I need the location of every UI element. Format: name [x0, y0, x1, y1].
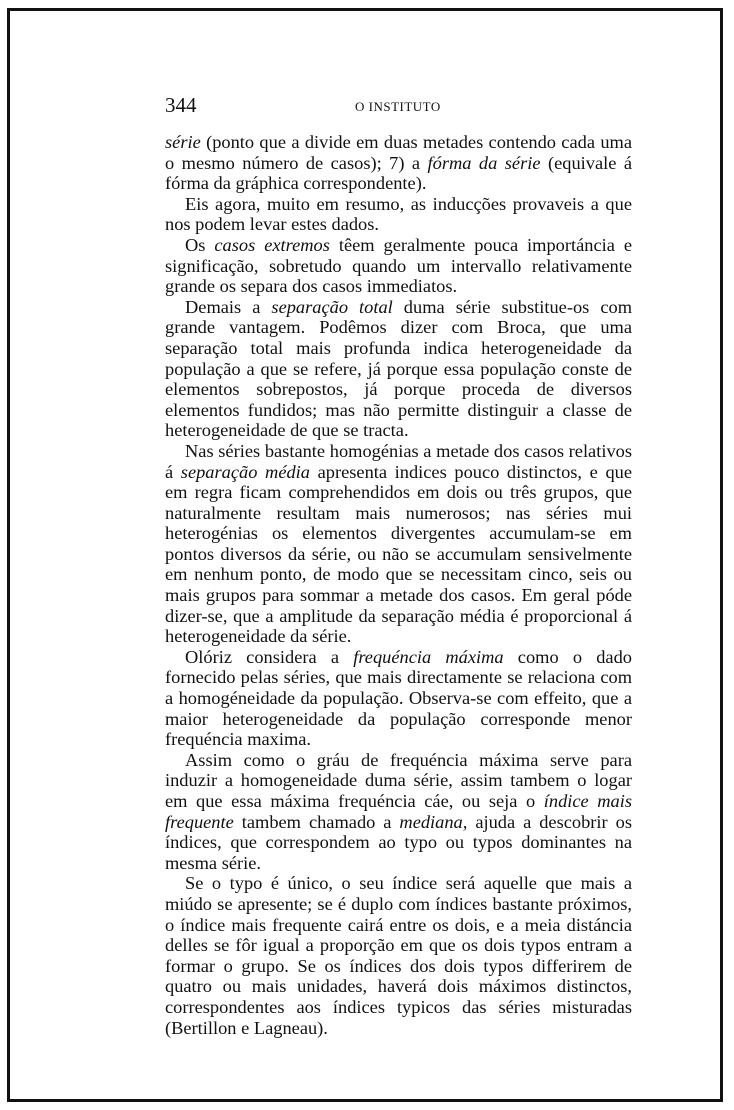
text-run: Olóriz considera a: [185, 646, 354, 667]
paragraph: [165, 441, 632, 647]
page-header: [165, 93, 634, 119]
text-run: (equivale á fórma da gráphica correspondente).: [165, 152, 633, 194]
paragraph: [165, 194, 632, 235]
italic-term: índice mais frequente: [165, 791, 632, 832]
paragraph: [165, 647, 632, 750]
text-run: como o dado fornecido pelas séries, que mais directamente se relaciona com a homogéneidade da população. Observa-se com effeito, que a maior heterogeneidade da população corresponde menor frequéncia maxima.: [165, 646, 632, 750]
body-text: [165, 132, 632, 1038]
text-run: duma série substitue-os com grande vantagem. Podêmos dizer com Broca, que uma separação total mais profunda indica heterogeneidade da população a que se refere, já porque essa população conste de elementos sobrepostos, já porque proceda de diversos elementos fundidos; mas não permitte distinguir a classe de heterogeneidade de que se tracta.: [165, 296, 632, 441]
text-run: Eis agora, muito em resumo, as inducções provaveis a que nos podem levar estes dados.: [165, 193, 632, 235]
text-run: Assim como o gráu de frequéncia máxima serve para induzir a homogeneidade duma série, assim tambem o logar em que essa máxima frequéncia cáe, ou seja o: [165, 749, 632, 811]
paragraph: [165, 235, 632, 297]
paragraph: [165, 873, 632, 1038]
italic-term: série: [165, 132, 201, 152]
text-run: Demais a: [185, 296, 272, 317]
text-run: ajuda a descobrir os índices, que correspondem ao typo ou typos dominantes na mesma série.: [165, 811, 632, 873]
italic-term: separação média: [180, 461, 310, 482]
paragraph: [165, 750, 632, 874]
text-run: Os: [185, 234, 215, 255]
italic-term: fórma da série: [427, 152, 541, 173]
italic-term: mediana,: [399, 811, 468, 832]
running-title: O INSTITUTO: [355, 99, 441, 114]
paragraph: [165, 132, 632, 194]
paragraph: [165, 297, 632, 441]
text-run: têem geralmente pouca importáncia e significação, sobretudo quando um intervallo relativamente grande os separa dos casos immediatos.: [165, 234, 632, 297]
italic-term: separação total: [271, 296, 393, 317]
text-run: Nas séries bastante homogénias a metade dos casos relativos á: [165, 440, 632, 482]
text-run: (ponto que a divide em duas metades contendo cada uma o mesmo número de casos); 7) a: [165, 132, 632, 173]
text-run: tambem chamado a: [233, 811, 400, 832]
italic-term: casos extremos: [214, 234, 330, 255]
text-run: apresenta indices pouco distinctos, e que em regra ficam comprehendidos em dois ou três grupos, que naturalmente resultam mais numerosos; nas séries mui heterogénias os elementos divergentes accumulam-se em pontos diversos da série, ou não se accumulam sensivelmente em nenhum ponto, de modo que se necessitam cinco, seis ou mais grupos para sommar a metade dos casos. Em geral póde dizer-se, que a amplitude da separação média é proporcional á heterogeneidade da série.: [165, 461, 632, 647]
page-number: 344: [165, 93, 197, 117]
text-run: Se o typo é único, o seu índice será aquelle que mais a miúdo se apresente; se é duplo com índices bastante próximos, o índice mais frequente cairá entre os dois, e a meia distáncia delles se fôr igual a proporção em que os dois typos entram a formar o grupo. Se os índices dos dois typos differirem de quatro ou mais unidades, haverá dois máximos distinctos, correspondentes aos índices typicos das séries misturadas (Bertillon e Lagneau).: [165, 873, 632, 1038]
italic-term: frequéncia máxima: [353, 646, 504, 667]
